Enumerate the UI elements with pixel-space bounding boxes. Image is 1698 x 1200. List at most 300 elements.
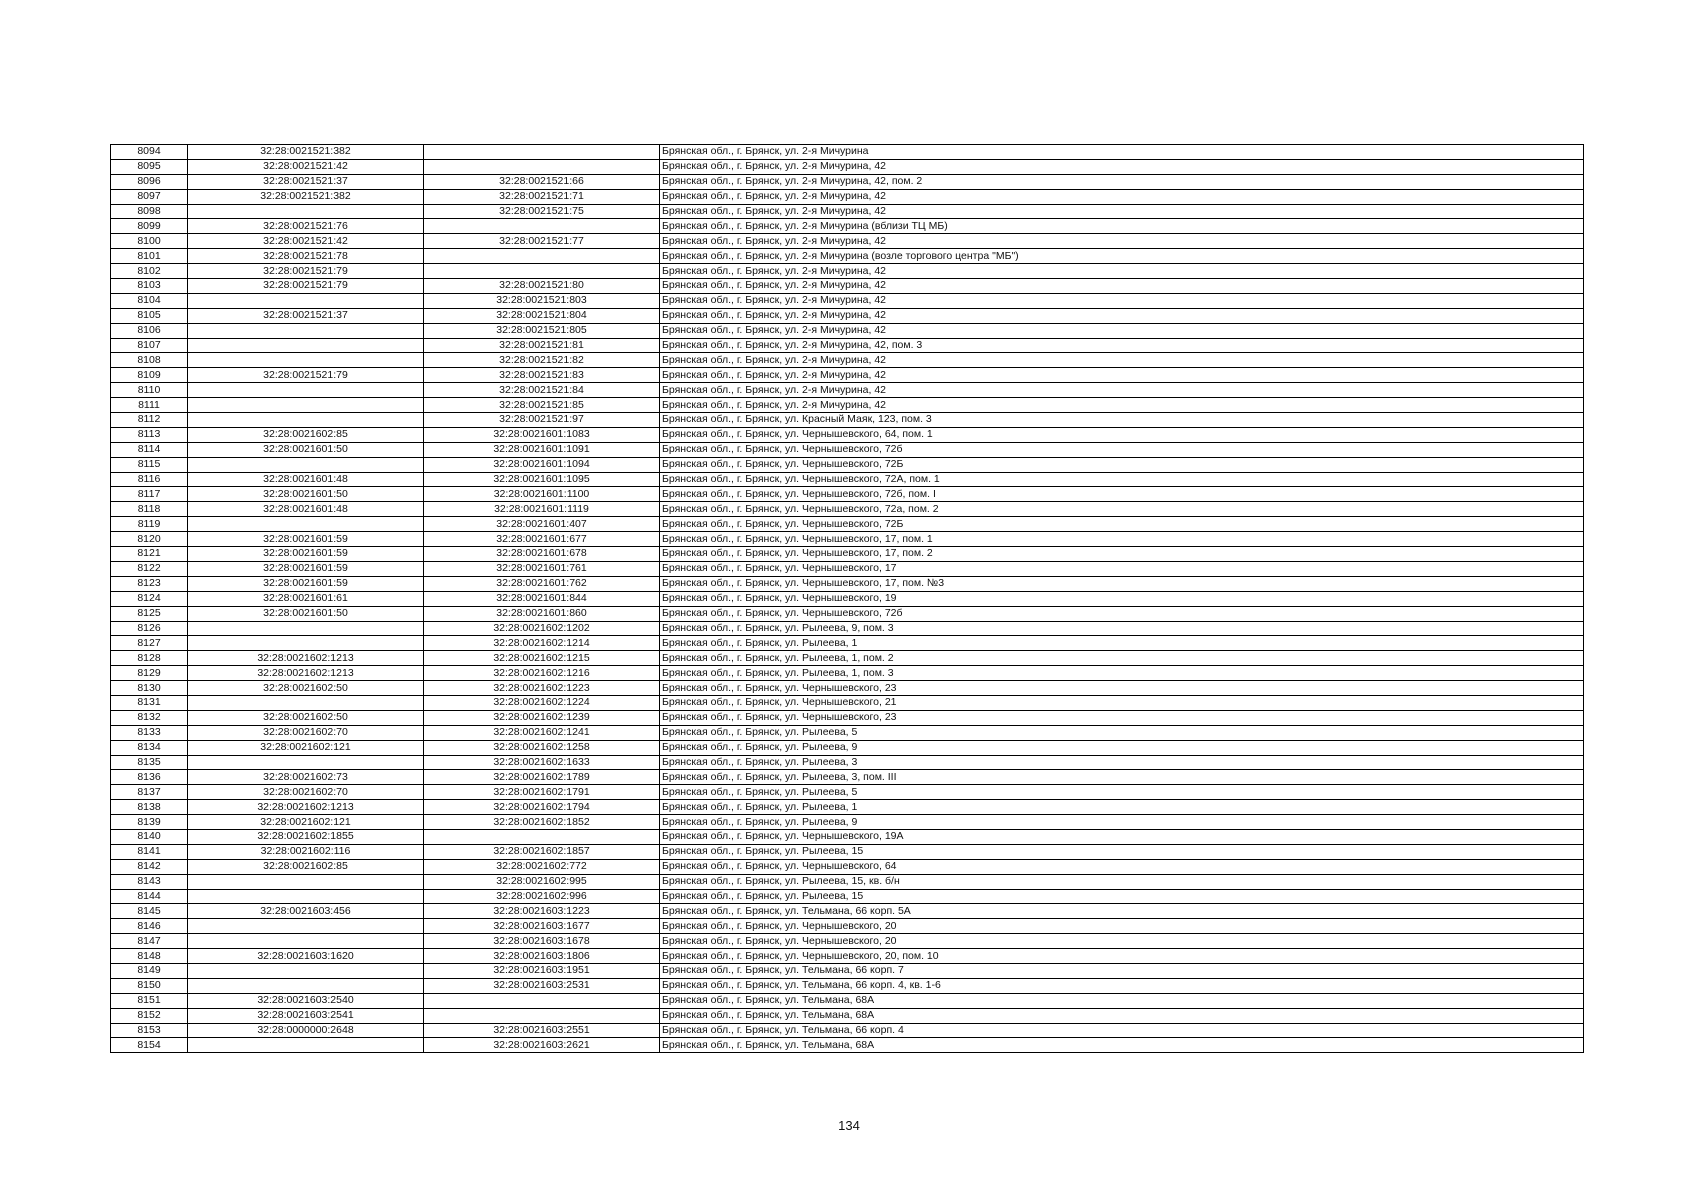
parcel-number-cell: [188, 919, 424, 934]
address-cell: Брянская обл., г. Брянск, ул. Красный Маяк, 123, пом. 3: [660, 413, 1584, 428]
row-number-cell: 8114: [111, 442, 188, 457]
table-row: [111, 725, 1584, 740]
row-number-cell: 8142: [111, 859, 188, 874]
parcel-number-cell: 32:28:0021601:50: [188, 442, 424, 457]
address-cell: Брянская обл., г. Брянск, ул. Чернышевского, 64: [660, 859, 1584, 874]
row-number-cell: 8130: [111, 681, 188, 696]
table-row: [111, 695, 1584, 710]
parcel-number-cell: 32:28:0021521:37: [188, 308, 424, 323]
object-number-cell: 32:28:0021603:2621: [424, 1038, 660, 1053]
address-cell: Брянская обл., г. Брянск, ул. 2-я Мичурина, 42: [660, 189, 1584, 204]
table-row: [111, 561, 1584, 576]
address-cell: Брянская обл., г. Брянск, ул. Чернышевского, 17, пом. №3: [660, 576, 1584, 591]
object-number-cell: 32:28:0021602:1224: [424, 695, 660, 710]
object-number-cell: 32:28:0021521:804: [424, 308, 660, 323]
address-cell: Брянская обл., г. Брянск, ул. Чернышевского, 72б: [660, 442, 1584, 457]
parcel-number-cell: [188, 413, 424, 428]
address-cell: Брянская обл., г. Брянск, ул. 2-я Мичурина, 42: [660, 159, 1584, 174]
cadastral-table-body: [111, 145, 1584, 1053]
table-row: [111, 413, 1584, 428]
object-number-cell: 32:28:0021521:803: [424, 293, 660, 308]
address-cell: Брянская обл., г. Брянск, ул. Рылеева, 3, пом. III: [660, 770, 1584, 785]
table-row: [111, 204, 1584, 219]
parcel-number-cell: [188, 874, 424, 889]
table-row: [111, 308, 1584, 323]
row-number-cell: 8111: [111, 398, 188, 413]
parcel-number-cell: [188, 517, 424, 532]
object-number-cell: 32:28:0021521:83: [424, 368, 660, 383]
object-number-cell: 32:28:0021601:844: [424, 591, 660, 606]
table-row: [111, 919, 1584, 934]
table-row: [111, 472, 1584, 487]
table-row: [111, 666, 1584, 681]
row-number-cell: 8145: [111, 904, 188, 919]
table-row: [111, 249, 1584, 264]
row-number-cell: 8141: [111, 844, 188, 859]
table-row: [111, 949, 1584, 964]
page-number: 134: [838, 1118, 860, 1133]
address-cell: Брянская обл., г. Брянск, ул. 2-я Мичурина: [660, 145, 1584, 160]
row-number-cell: 8150: [111, 978, 188, 993]
row-number-cell: 8110: [111, 383, 188, 398]
parcel-number-cell: [188, 934, 424, 949]
address-cell: Брянская обл., г. Брянск, ул. Тельмана, 66 корп. 4: [660, 1023, 1584, 1038]
row-number-cell: 8118: [111, 502, 188, 517]
row-number-cell: 8094: [111, 145, 188, 160]
address-cell: Брянская обл., г. Брянск, ул. Рылеева, 1: [660, 800, 1584, 815]
row-number-cell: 8106: [111, 323, 188, 338]
parcel-number-cell: [188, 755, 424, 770]
table-row: [111, 145, 1584, 160]
parcel-number-cell: [188, 323, 424, 338]
table-row: [111, 859, 1584, 874]
row-number-cell: 8115: [111, 457, 188, 472]
table-row: [111, 934, 1584, 949]
row-number-cell: 8120: [111, 532, 188, 547]
address-cell: Брянская обл., г. Брянск, ул. 2-я Мичурина, 42: [660, 293, 1584, 308]
parcel-number-cell: [188, 338, 424, 353]
address-cell: Брянская обл., г. Брянск, ул. Рылеева, 9, пом. 3: [660, 621, 1584, 636]
object-number-cell: 32:28:0021601:761: [424, 561, 660, 576]
row-number-cell: 8095: [111, 159, 188, 174]
object-number-cell: 32:28:0021602:1216: [424, 666, 660, 681]
table-row: [111, 800, 1584, 815]
parcel-number-cell: 32:28:0021603:2541: [188, 1008, 424, 1023]
row-number-cell: 8116: [111, 472, 188, 487]
object-number-cell: 32:28:0021601:677: [424, 532, 660, 547]
address-cell: Брянская обл., г. Брянск, ул. 2-я Мичурина, 42, пом. 2: [660, 174, 1584, 189]
object-number-cell: 32:28:0021602:772: [424, 859, 660, 874]
table-row: [111, 740, 1584, 755]
row-number-cell: 8151: [111, 993, 188, 1008]
row-number-cell: 8101: [111, 249, 188, 264]
table-row: [111, 904, 1584, 919]
table-row: [111, 829, 1584, 844]
address-cell: Брянская обл., г. Брянск, ул. 2-я Мичурина, 42, пом. 3: [660, 338, 1584, 353]
table-row: [111, 174, 1584, 189]
row-number-cell: 8152: [111, 1008, 188, 1023]
table-row: [111, 591, 1584, 606]
object-number-cell: 32:28:0021601:762: [424, 576, 660, 591]
table-row: [111, 621, 1584, 636]
object-number-cell: 32:28:0021521:805: [424, 323, 660, 338]
table-row: [111, 442, 1584, 457]
address-cell: Брянская обл., г. Брянск, ул. Чернышевского, 20, пом. 10: [660, 949, 1584, 964]
table-row: [111, 159, 1584, 174]
row-number-cell: 8124: [111, 591, 188, 606]
row-number-cell: 8096: [111, 174, 188, 189]
parcel-number-cell: [188, 383, 424, 398]
address-cell: Брянская обл., г. Брянск, ул. Чернышевского, 19: [660, 591, 1584, 606]
table-row: [111, 993, 1584, 1008]
table-row: [111, 368, 1584, 383]
object-number-cell: 32:28:0021603:1677: [424, 919, 660, 934]
object-number-cell: 32:28:0021601:407: [424, 517, 660, 532]
object-number-cell: 32:28:0021521:82: [424, 353, 660, 368]
table-row: [111, 785, 1584, 800]
address-cell: Брянская обл., г. Брянск, ул. Чернышевского, 72Б: [660, 517, 1584, 532]
table-row: [111, 547, 1584, 562]
object-number-cell: 32:28:0021603:2531: [424, 978, 660, 993]
address-cell: Брянская обл., г. Брянск, ул. Рылеева, 15: [660, 889, 1584, 904]
address-cell: Брянская обл., г. Брянск, ул. 2-я Мичурина, 42: [660, 398, 1584, 413]
row-number-cell: 8122: [111, 561, 188, 576]
row-number-cell: 8098: [111, 204, 188, 219]
address-cell: Брянская обл., г. Брянск, ул. 2-я Мичурина (возле торгового центра "МБ"): [660, 249, 1584, 264]
address-cell: Брянская обл., г. Брянск, ул. Рылеева, 9: [660, 815, 1584, 830]
table-row: [111, 710, 1584, 725]
object-number-cell: 32:28:0021602:1202: [424, 621, 660, 636]
row-number-cell: 8125: [111, 606, 188, 621]
address-cell: Брянская обл., г. Брянск, ул. 2-я Мичурина, 42: [660, 234, 1584, 249]
object-number-cell: 32:28:0021602:1852: [424, 815, 660, 830]
address-cell: Брянская обл., г. Брянск, ул. 2-я Мичурина, 42: [660, 204, 1584, 219]
address-cell: Брянская обл., г. Брянск, ул. Чернышевского, 17, пом. 1: [660, 532, 1584, 547]
address-cell: Брянская обл., г. Брянск, ул. Тельмана, 66 корп. 7: [660, 963, 1584, 978]
table-row: [111, 576, 1584, 591]
row-number-cell: 8100: [111, 234, 188, 249]
row-number-cell: 8097: [111, 189, 188, 204]
address-cell: Брянская обл., г. Брянск, ул. Чернышевского, 72б, пом. I: [660, 487, 1584, 502]
address-cell: Брянская обл., г. Брянск, ул. 2-я Мичурина, 42: [660, 368, 1584, 383]
object-number-cell: 32:28:0021602:1789: [424, 770, 660, 785]
object-number-cell: [424, 219, 660, 234]
row-number-cell: 8128: [111, 651, 188, 666]
row-number-cell: 8140: [111, 829, 188, 844]
row-number-cell: 8103: [111, 279, 188, 294]
parcel-number-cell: [188, 1038, 424, 1053]
parcel-number-cell: 32:28:0021521:79: [188, 279, 424, 294]
address-cell: Брянская обл., г. Брянск, ул. Чернышевского, 17, пом. 2: [660, 547, 1584, 562]
row-number-cell: 8126: [111, 621, 188, 636]
table-row: [111, 1008, 1584, 1023]
row-number-cell: 8132: [111, 710, 188, 725]
parcel-number-cell: 32:28:0021602:1213: [188, 666, 424, 681]
row-number-cell: 8129: [111, 666, 188, 681]
object-number-cell: 32:28:0021601:1119: [424, 502, 660, 517]
table-row: [111, 844, 1584, 859]
address-cell: Брянская обл., г. Брянск, ул. Чернышевского, 72б: [660, 606, 1584, 621]
parcel-number-cell: 32:28:0021602:85: [188, 427, 424, 442]
object-number-cell: 32:28:0021601:860: [424, 606, 660, 621]
object-number-cell: [424, 264, 660, 279]
parcel-number-cell: 32:28:0021601:61: [188, 591, 424, 606]
parcel-number-cell: [188, 978, 424, 993]
row-number-cell: 8113: [111, 427, 188, 442]
object-number-cell: 32:28:0021602:1633: [424, 755, 660, 770]
parcel-number-cell: 32:28:0021602:1213: [188, 800, 424, 815]
object-number-cell: 32:28:0021602:1239: [424, 710, 660, 725]
address-cell: Брянская обл., г. Брянск, ул. 2-я Мичурина, 42: [660, 308, 1584, 323]
address-cell: Брянская обл., г. Брянск, ул. Рылеева, 3: [660, 755, 1584, 770]
object-number-cell: 32:28:0021601:1100: [424, 487, 660, 502]
parcel-number-cell: 32:28:0021521:382: [188, 189, 424, 204]
table-row: [111, 606, 1584, 621]
row-number-cell: 8104: [111, 293, 188, 308]
object-number-cell: 32:28:0021601:1094: [424, 457, 660, 472]
row-number-cell: 8102: [111, 264, 188, 279]
row-number-cell: 8153: [111, 1023, 188, 1038]
parcel-number-cell: 32:28:0021521:76: [188, 219, 424, 234]
table-row: [111, 338, 1584, 353]
object-number-cell: 32:28:0021603:1223: [424, 904, 660, 919]
address-cell: Брянская обл., г. Брянск, ул. Тельмана, 66 корп. 4, кв. 1-6: [660, 978, 1584, 993]
cadastral-table: [110, 144, 1584, 1053]
address-cell: Брянская обл., г. Брянск, ул. 2-я Мичурина, 42: [660, 353, 1584, 368]
address-cell: Брянская обл., г. Брянск, ул. Чернышевского, 21: [660, 695, 1584, 710]
object-number-cell: 32:28:0021602:1241: [424, 725, 660, 740]
address-cell: Брянская обл., г. Брянск, ул. Рылеева, 1: [660, 636, 1584, 651]
address-cell: Брянская обл., г. Брянск, ул. 2-я Мичурина, 42: [660, 323, 1584, 338]
row-number-cell: 8117: [111, 487, 188, 502]
row-number-cell: 8133: [111, 725, 188, 740]
row-number-cell: 8119: [111, 517, 188, 532]
table-row: [111, 889, 1584, 904]
address-cell: Брянская обл., г. Брянск, ул. 2-я Мичурина, 42: [660, 279, 1584, 294]
object-number-cell: 32:28:0021521:84: [424, 383, 660, 398]
parcel-number-cell: 32:28:0021602:85: [188, 859, 424, 874]
parcel-number-cell: 32:28:0021521:42: [188, 159, 424, 174]
address-cell: Брянская обл., г. Брянск, ул. Чернышевского, 23: [660, 710, 1584, 725]
address-cell: Брянская обл., г. Брянск, ул. Рылеева, 1, пом. 3: [660, 666, 1584, 681]
parcel-number-cell: [188, 695, 424, 710]
table-row: [111, 457, 1584, 472]
object-number-cell: 32:28:0021521:81: [424, 338, 660, 353]
address-cell: Брянская обл., г. Брянск, ул. Рылеева, 5: [660, 725, 1584, 740]
address-cell: Брянская обл., г. Брянск, ул. Чернышевского, 17: [660, 561, 1584, 576]
table-row: [111, 293, 1584, 308]
parcel-number-cell: 32:28:0021521:37: [188, 174, 424, 189]
parcel-number-cell: [188, 636, 424, 651]
object-number-cell: 32:28:0021603:2551: [424, 1023, 660, 1038]
row-number-cell: 8107: [111, 338, 188, 353]
row-number-cell: 8147: [111, 934, 188, 949]
parcel-number-cell: 32:28:0021601:48: [188, 502, 424, 517]
row-number-cell: 8105: [111, 308, 188, 323]
table-row: [111, 681, 1584, 696]
object-number-cell: 32:28:0021602:1791: [424, 785, 660, 800]
table-row: [111, 264, 1584, 279]
parcel-number-cell: 32:28:0021521:79: [188, 264, 424, 279]
parcel-number-cell: [188, 457, 424, 472]
object-number-cell: 32:28:0021601:678: [424, 547, 660, 562]
parcel-number-cell: 32:28:0021602:1213: [188, 651, 424, 666]
table-row: [111, 651, 1584, 666]
object-number-cell: 32:28:0021521:71: [424, 189, 660, 204]
table-row: [111, 755, 1584, 770]
address-cell: Брянская обл., г. Брянск, ул. 2-я Мичурина, 42: [660, 264, 1584, 279]
object-number-cell: 32:28:0021521:85: [424, 398, 660, 413]
table-row: [111, 963, 1584, 978]
address-cell: Брянская обл., г. Брянск, ул. Чернышевского, 64, пом. 1: [660, 427, 1584, 442]
table-row: [111, 487, 1584, 502]
parcel-number-cell: 32:28:0021602:50: [188, 681, 424, 696]
parcel-number-cell: [188, 353, 424, 368]
table-row: [111, 1023, 1584, 1038]
table-row: [111, 353, 1584, 368]
address-cell: Брянская обл., г. Брянск, ул. Чернышевского, 72А, пом. 1: [660, 472, 1584, 487]
object-number-cell: 32:28:0021521:77: [424, 234, 660, 249]
row-number-cell: 8138: [111, 800, 188, 815]
row-number-cell: 8131: [111, 695, 188, 710]
row-number-cell: 8144: [111, 889, 188, 904]
row-number-cell: 8099: [111, 219, 188, 234]
address-cell: Брянская обл., г. Брянск, ул. Чернышевского, 23: [660, 681, 1584, 696]
address-cell: Брянская обл., г. Брянск, ул. Рылеева, 15, кв. б/н: [660, 874, 1584, 889]
address-cell: Брянская обл., г. Брянск, ул. Чернышевского, 19А: [660, 829, 1584, 844]
object-number-cell: 32:28:0021602:1215: [424, 651, 660, 666]
address-cell: Брянская обл., г. Брянск, ул. Тельмана, 66 корп. 5А: [660, 904, 1584, 919]
parcel-number-cell: 32:28:0021602:121: [188, 815, 424, 830]
row-number-cell: 8121: [111, 547, 188, 562]
row-number-cell: 8136: [111, 770, 188, 785]
parcel-number-cell: 32:28:0021602:50: [188, 710, 424, 725]
object-number-cell: 32:28:0021602:1794: [424, 800, 660, 815]
table-row: [111, 636, 1584, 651]
parcel-number-cell: 32:28:0021602:70: [188, 725, 424, 740]
parcel-number-cell: 32:28:0021601:50: [188, 487, 424, 502]
table-row: [111, 1038, 1584, 1053]
table-row: [111, 383, 1584, 398]
row-number-cell: 8146: [111, 919, 188, 934]
parcel-number-cell: 32:28:0021521:382: [188, 145, 424, 160]
object-number-cell: [424, 249, 660, 264]
object-number-cell: 32:28:0021603:1951: [424, 963, 660, 978]
parcel-number-cell: 32:28:0021603:1620: [188, 949, 424, 964]
object-number-cell: [424, 993, 660, 1008]
table-row: [111, 874, 1584, 889]
table-row: [111, 532, 1584, 547]
parcel-number-cell: 32:28:0021602:116: [188, 844, 424, 859]
object-number-cell: 32:28:0021602:1214: [424, 636, 660, 651]
row-number-cell: 8123: [111, 576, 188, 591]
row-number-cell: 8135: [111, 755, 188, 770]
address-cell: Брянская обл., г. Брянск, ул. Чернышевского, 72а, пом. 2: [660, 502, 1584, 517]
parcel-number-cell: 32:28:0021521:42: [188, 234, 424, 249]
row-number-cell: 8108: [111, 353, 188, 368]
object-number-cell: 32:28:0021602:996: [424, 889, 660, 904]
table-row: [111, 189, 1584, 204]
table-row: [111, 234, 1584, 249]
address-cell: Брянская обл., г. Брянск, ул. Рылеева, 9: [660, 740, 1584, 755]
parcel-number-cell: 32:28:0021521:78: [188, 249, 424, 264]
parcel-number-cell: 32:28:0021602:70: [188, 785, 424, 800]
address-cell: Брянская обл., г. Брянск, ул. Рылеева, 15: [660, 844, 1584, 859]
address-cell: Брянская обл., г. Брянск, ул. Рылеева, 5: [660, 785, 1584, 800]
row-number-cell: 8149: [111, 963, 188, 978]
parcel-number-cell: 32:28:0021601:59: [188, 532, 424, 547]
object-number-cell: [424, 829, 660, 844]
parcel-number-cell: 32:28:0021602:121: [188, 740, 424, 755]
parcel-number-cell: [188, 293, 424, 308]
parcel-number-cell: 32:28:0021601:59: [188, 547, 424, 562]
row-number-cell: 8134: [111, 740, 188, 755]
parcel-number-cell: [188, 889, 424, 904]
row-number-cell: 8154: [111, 1038, 188, 1053]
parcel-number-cell: 32:28:0021601:59: [188, 561, 424, 576]
parcel-number-cell: 32:28:0021601:59: [188, 576, 424, 591]
object-number-cell: 32:28:0021602:995: [424, 874, 660, 889]
parcel-number-cell: 32:28:0021603:456: [188, 904, 424, 919]
object-number-cell: 32:28:0021521:66: [424, 174, 660, 189]
object-number-cell: 32:28:0021521:97: [424, 413, 660, 428]
address-cell: Брянская обл., г. Брянск, ул. 2-я Мичурина, 42: [660, 383, 1584, 398]
object-number-cell: [424, 145, 660, 160]
object-number-cell: 32:28:0021601:1095: [424, 472, 660, 487]
row-number-cell: 8109: [111, 368, 188, 383]
table-row: [111, 323, 1584, 338]
table-row: [111, 219, 1584, 234]
parcel-number-cell: [188, 204, 424, 219]
address-cell: Брянская обл., г. Брянск, ул. Тельмана, 68А: [660, 1038, 1584, 1053]
address-cell: Брянская обл., г. Брянск, ул. Тельмана, 68А: [660, 1008, 1584, 1023]
table-row: [111, 398, 1584, 413]
object-number-cell: 32:28:0021521:75: [424, 204, 660, 219]
object-number-cell: 32:28:0021521:80: [424, 279, 660, 294]
object-number-cell: 32:28:0021602:1857: [424, 844, 660, 859]
parcel-number-cell: 32:28:0021521:79: [188, 368, 424, 383]
object-number-cell: 32:28:0021601:1091: [424, 442, 660, 457]
row-number-cell: 8127: [111, 636, 188, 651]
object-number-cell: 32:28:0021603:1806: [424, 949, 660, 964]
table-row: [111, 502, 1584, 517]
address-cell: Брянская обл., г. Брянск, ул. Чернышевского, 20: [660, 919, 1584, 934]
parcel-number-cell: 32:28:0021602:73: [188, 770, 424, 785]
parcel-number-cell: [188, 398, 424, 413]
object-number-cell: [424, 159, 660, 174]
parcel-number-cell: 32:28:0021603:2540: [188, 993, 424, 1008]
address-cell: Брянская обл., г. Брянск, ул. Рылеева, 1, пом. 2: [660, 651, 1584, 666]
parcel-number-cell: 32:28:0021601:50: [188, 606, 424, 621]
address-cell: Брянская обл., г. Брянск, ул. Чернышевского, 72Б: [660, 457, 1584, 472]
row-number-cell: 8139: [111, 815, 188, 830]
parcel-number-cell: 32:28:0021601:48: [188, 472, 424, 487]
parcel-number-cell: [188, 621, 424, 636]
table-row: [111, 517, 1584, 532]
table-row: [111, 770, 1584, 785]
row-number-cell: 8112: [111, 413, 188, 428]
address-cell: Брянская обл., г. Брянск, ул. 2-я Мичурина (вблизи ТЦ МБ): [660, 219, 1584, 234]
row-number-cell: 8148: [111, 949, 188, 964]
table-row: [111, 279, 1584, 294]
address-cell: Брянская обл., г. Брянск, ул. Чернышевского, 20: [660, 934, 1584, 949]
parcel-number-cell: [188, 963, 424, 978]
address-cell: Брянская обл., г. Брянск, ул. Тельмана, 68А: [660, 993, 1584, 1008]
parcel-number-cell: 32:28:0021602:1855: [188, 829, 424, 844]
table-row: [111, 427, 1584, 442]
row-number-cell: 8137: [111, 785, 188, 800]
parcel-number-cell: 32:28:0000000:2648: [188, 1023, 424, 1038]
